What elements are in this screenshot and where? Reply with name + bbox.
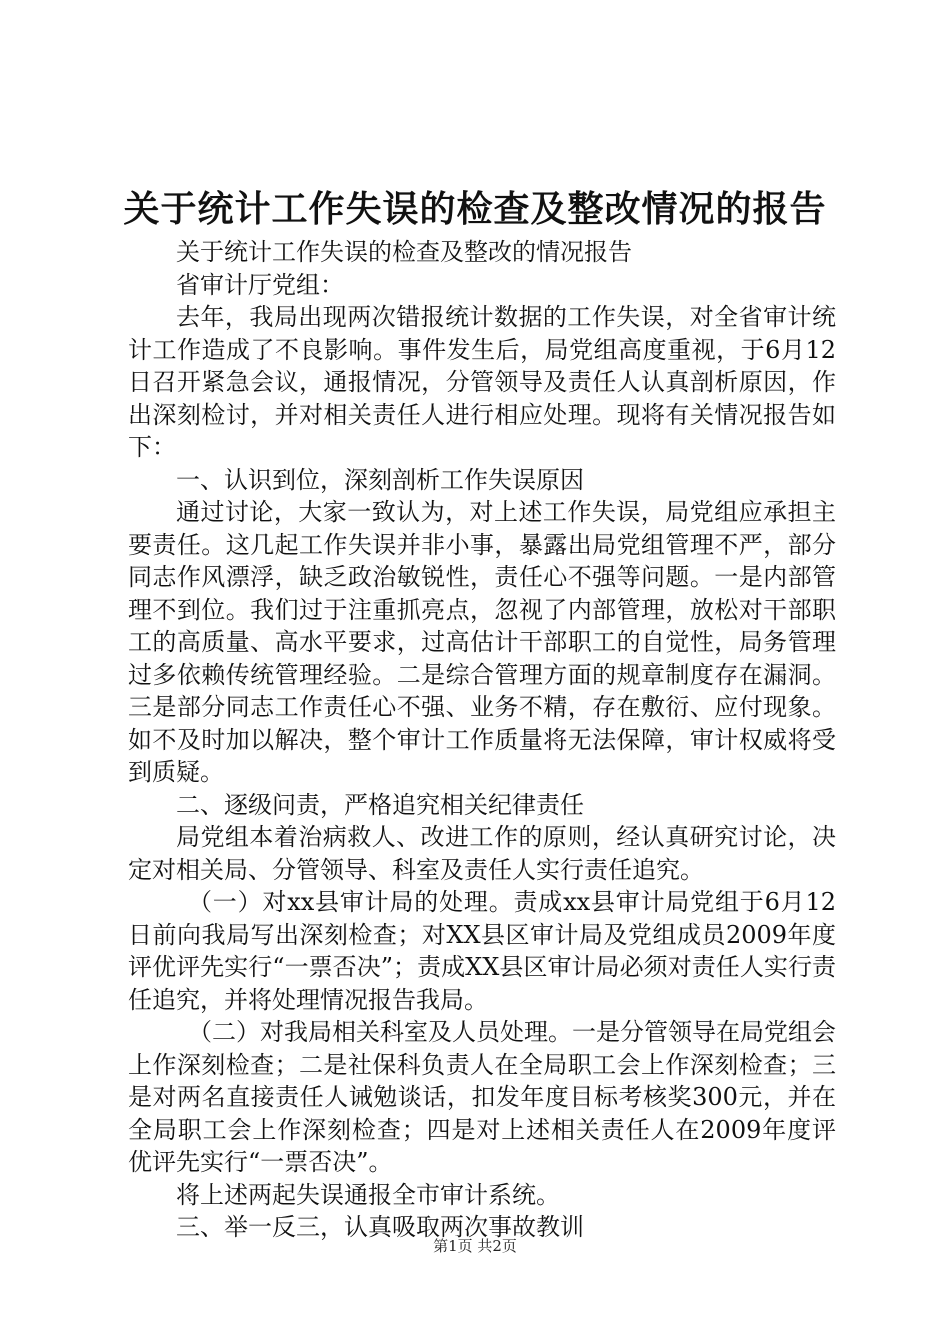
intro-paragraph: 去年，我局出现两次错报统计数据的工作失误，对全省审计统计工作造成了不良影响。事件发生后，局党组高度重视，于6月12日召开紧急会议，通报情况，分管领导及责任人认真剖析原因，作出深刻检讨，并对相关责任人进行相应处理。现将有关情况报告如下： <box>128 303 836 461</box>
section-heading-1: 一、认识到位，深刻剖析工作失误原因 <box>176 465 584 494</box>
section-2-item-1: （一）对xx县审计局的处理。责成xx县审计局党组于6月12日前向我局写出深刻检查；对XX县区审计局及党组成员2009年度评优评先实行“一票否决”；责成XX县区审计局必须对责任人实行责任追究，并将处理情况报告我局。 <box>128 888 836 1014</box>
section-2-closing: 将上述两起失误通报全市审计系统。 <box>176 1180 560 1209</box>
salutation: 省审计厅党组： <box>176 270 344 299</box>
page-number: 第1页 共2页 <box>433 1237 517 1255</box>
section-2-paragraph: 局党组本着治病救人、改进工作的原则，经认真研究讨论，决定对相关局、分管领导、科室及责任人实行责任追究。 <box>128 823 836 884</box>
document-body <box>128 236 836 1244</box>
document-title: 关于统计工作失误的检查及整改情况的报告 <box>123 188 827 230</box>
section-1-paragraph: 通过讨论，大家一致认为，对上述工作失误，局党组应承担主要责任。这几起工作失误并非小事，暴露出局党组管理不严，部分同志作风漂浮，缺乏政治敏锐性，责任心不强等问题。一是内部管理不到位。我们过于注重抓亮点，忽视了内部管理，放松对干部职工的高质量、高水平要求，过高估计干部职工的自觉性，局务管理过多依赖传统管理经验。二是综合管理方面的规章制度存在漏洞。三是部分同志工作责任心不强、业务不精，存在敷衍、应付现象。如不及时加以解决，整个审计工作质量将无法保障，审计权威将受到质疑。 <box>128 498 836 786</box>
report-subtitle: 关于统计工作失误的检查及整改的情况报告 <box>176 238 632 266</box>
section-heading-2: 二、逐级问责，严格追究相关纪律责任 <box>176 790 584 819</box>
section-heading-3: 三、举一反三，认真吸取两次事故教训 <box>176 1213 584 1241</box>
section-2-item-2: （二）对我局相关科室及人员处理。一是分管领导在局党组会上作深刻检查；二是社保科负责人在全局职工会上作深刻检查；三是对两名直接责任人诫勉谈话，扣发年度目标考核奖300元，并在全局职工会上作深刻检查；四是对上述相关责任人在2009年度评优评先实行“一票否决”。 <box>128 1018 836 1176</box>
